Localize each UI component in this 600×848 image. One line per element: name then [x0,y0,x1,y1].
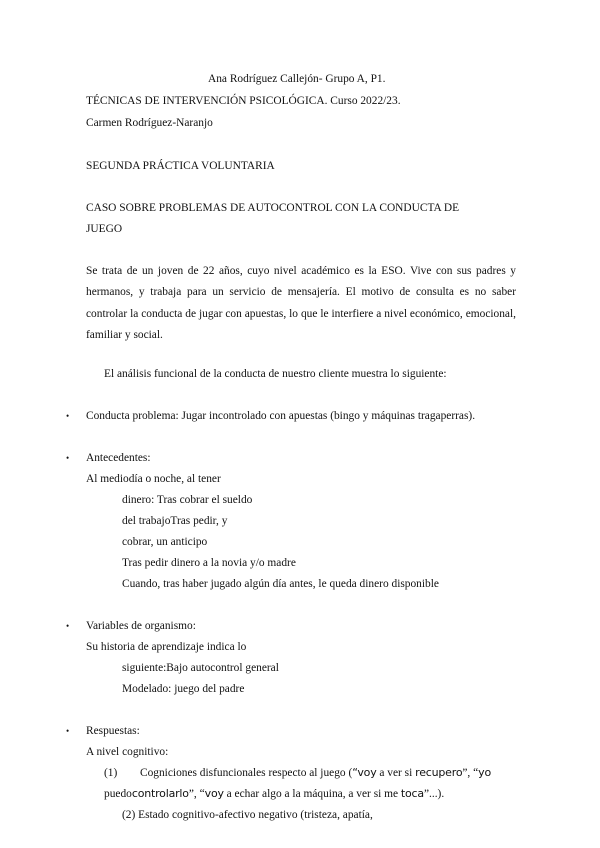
item-number: (1) [104,767,118,779]
organism-line: Su historia de aprendizaje indica lo [86,641,247,653]
antecedent-line: cobrar, un anticipo [122,536,208,548]
bullet-icon: • [66,726,70,736]
practice-title: SEGUNDA PRÁCTICA VOLUNTARIA [86,160,275,172]
case-title-line-2: JUEGO [86,223,123,235]
teacher-line: Carmen Rodríguez-Naranjo [86,117,213,129]
organism-heading: Variables de organismo: [86,620,196,632]
intro-paragraph: Se trata de un joven de 22 años, cuyo nivel académico es la ESO. Vive con sus padres y hermanos, y trabaja para un servicio de mensajería. El motivo de consulta es no saber controlar la conducta de jugar con apuestas, lo que le interfiere a nivel económico, emocional, familiar y social. [86,265,516,341]
organism-line: siguiente:Bajo autocontrol general [122,662,279,674]
antecedent-line: dinero: Tras cobrar el sueldo [122,494,253,506]
responses-heading: Respuestas: [86,725,140,737]
item2-line: (2) Estado cognitivo-afectivo negativo (tristeza, apatía, [122,809,373,821]
case-title-line-1: CASO SOBRE PROBLEMAS DE AUTOCONTROL CON LA CONDUCTA DE [86,202,460,214]
item1-line-1: Cogniciones disfuncionales respecto al juego (“voy a ver si recupero”, “yo [140,766,492,779]
analysis-intro: El análisis funcional de la conducta de nuestro cliente muestra lo siguiente: [104,368,447,380]
course-line: TÉCNICAS DE INTERVENCIÓN PSICOLÓGICA. Curso 2022/23. [86,95,401,107]
author-line: Ana Rodríguez Callejón- Grupo A, P1. [208,73,386,85]
bullet-icon: • [66,411,70,421]
bullet-icon: • [66,453,70,463]
bullet-icon: • [66,621,70,631]
cognitive-label: A nivel cognitivo: [86,746,169,758]
antecedents-heading: Antecedentes: [86,452,151,464]
antecedent-line: Tras pedir dinero a la novia y/o madre [122,557,296,569]
antecedent-line: del trabajoTras pedir, y [122,515,228,527]
problem-behavior: Conducta problema: Jugar incontrolado con apuestas (bingo y máquinas tragaperras). [86,410,476,422]
organism-line: Modelado: juego del padre [122,683,245,695]
antecedent-line: Cuando, tras haber jugado algún día antes, le queda dinero disponible [122,578,439,590]
item1-line-2: puedocontrolarlo”, “voy a echar algo a la máquina, a ver si me toca”...). [104,787,445,800]
antecedent-line: Al mediodía o noche, al tener [86,473,221,485]
